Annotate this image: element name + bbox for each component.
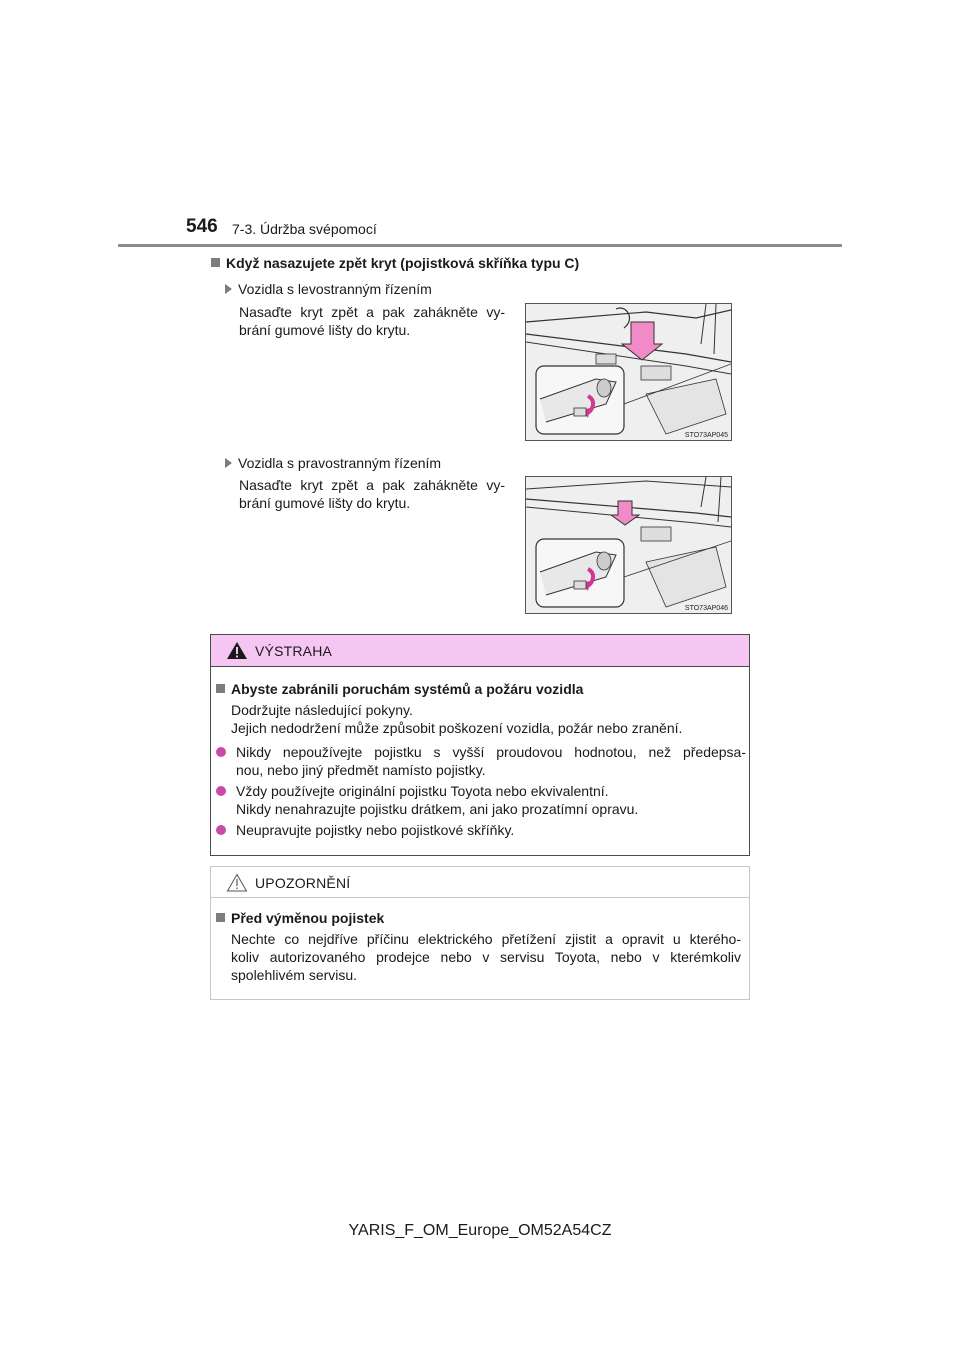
item-title-rhd <box>225 454 441 472</box>
figure-rhd-label: STO73AP046 <box>684 605 728 612</box>
document-footer: YARIS_F_OM_Europe_OM52A54CZ <box>348 1222 612 1239</box>
item-title-lhd-text: Vozidla s levostranným řízením <box>238 281 432 297</box>
warning-bullet-2-line2: Nikdy nenahrazujte pojistku drátkem, ani jako prozatímní opravu. <box>236 801 639 817</box>
item-text-lhd-line1: Nasaďte kryt zpět a pak zahákněte vy- <box>239 304 505 320</box>
warning-subheading <box>216 681 583 697</box>
bullet-dot-icon <box>216 825 226 835</box>
section-title: 7-3. Údržba svépomocí <box>232 221 377 237</box>
warning-bullet-1-line2: nou, nebo jiný předmět namísto pojistky. <box>236 762 486 778</box>
figure-lhd-label: STO73AP045 <box>684 432 728 439</box>
caution-triangle-icon <box>226 873 248 892</box>
item-text-rhd-line1: Nasaďte kryt zpět a pak zahákněte vy- <box>239 477 505 493</box>
warning-intro-line1: Dodržujte následující pokyny. <box>231 702 413 718</box>
item-text-lhd-line2: brání gumové lišty do krytu. <box>239 322 411 338</box>
square-bullet-icon <box>216 913 225 922</box>
triangle-bullet-icon <box>225 284 232 294</box>
bullet-dot-icon <box>216 786 226 796</box>
caution-header <box>211 867 749 898</box>
warning-bullet-1-line1: Nikdy nepoužívejte pojistku s vyšší proudovou hodnotou, než předepsa- <box>236 744 746 760</box>
warning-header <box>211 635 749 667</box>
warning-box <box>210 634 750 856</box>
warning-triangle-icon <box>226 641 248 660</box>
caution-line2: koliv autorizovaného prodejce nebo v servisu Toyota, nebo v kterémkoliv <box>231 949 741 965</box>
caution-title: UPOZORNĚNÍ <box>255 875 351 891</box>
warning-subheading-text: Abyste zabránili poruchám systémů a požáru vozidla <box>231 681 584 697</box>
main-heading <box>211 255 579 271</box>
caution-box <box>210 866 750 1000</box>
square-bullet-icon <box>216 684 225 693</box>
warning-intro-line2: Jejich nedodržení může způsobit poškození vozidla, požár nebo zranění. <box>231 720 683 736</box>
page-number: 546 <box>186 216 218 237</box>
triangle-bullet-icon <box>225 458 232 468</box>
item-title-rhd-text: Vozidla s pravostranným řízením <box>238 455 442 471</box>
warning-title: VÝSTRAHA <box>255 643 333 659</box>
caution-line1: Nechte co nejdříve příčinu elektrického přetížení zjistit a opravit u kterého- <box>231 931 741 947</box>
figure-lhd-illustration <box>526 304 731 440</box>
figure-rhd-cover <box>525 476 732 614</box>
warning-bullet-2-line1: Vždy používejte originální pojistku Toyota nebo ekvivalentní. <box>236 783 609 799</box>
figure-rhd-illustration <box>526 477 731 613</box>
square-bullet-icon <box>211 258 220 267</box>
figure-lhd-cover <box>525 303 732 441</box>
caution-line3: spolehlivém servisu. <box>231 967 358 983</box>
main-heading-text: Když nasazujete zpět kryt (pojistková skříňka typu C) <box>226 255 580 271</box>
caution-subheading-text: Před výměnou pojistek <box>231 910 385 926</box>
bullet-dot-icon <box>216 747 226 757</box>
warning-bullet-3-line1: Neupravujte pojistky nebo pojistkové skříňky. <box>236 822 515 838</box>
item-text-rhd-line2: brání gumové lišty do krytu. <box>239 495 411 511</box>
caution-subheading <box>216 910 384 926</box>
header-divider <box>118 244 842 247</box>
item-title-lhd <box>225 280 432 298</box>
